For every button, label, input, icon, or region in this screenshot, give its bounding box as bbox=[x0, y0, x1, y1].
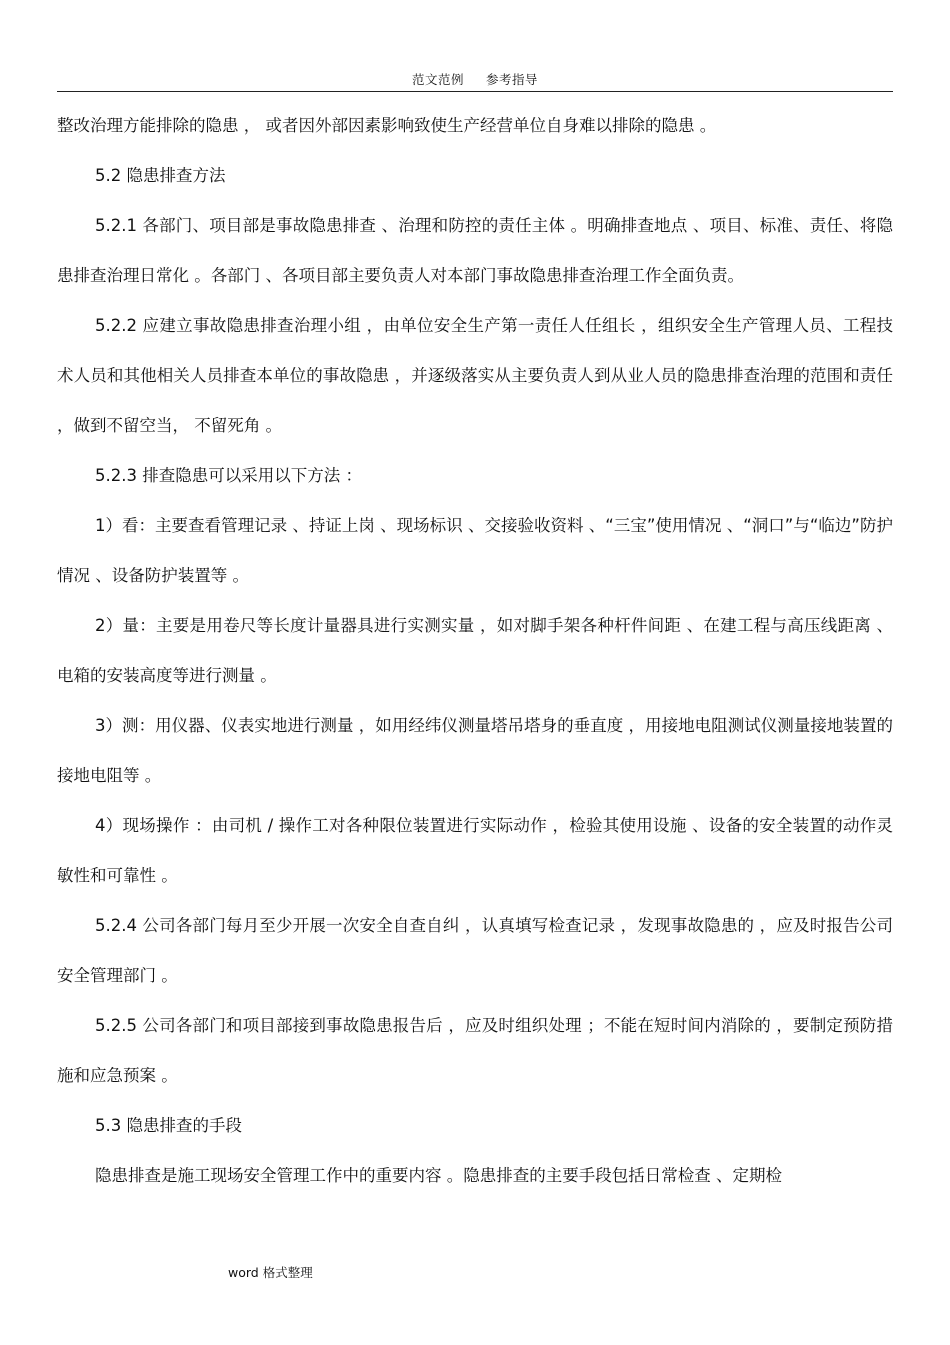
header-right-text: 参考指导 bbox=[486, 72, 539, 87]
paragraph-5-2-2: 5.2.2 应建立事故隐患排查治理小组 ，由单位安全生产第一责任人任组长 ，组织安全生产管理人员、工程技术人员和其他相关人员排查本单位的事故隐患 ，并逐级落实从主要负责人到从业人员的隐患排查治理的范围和责任 ，做到不留空当， 不留死角 。 bbox=[57, 316, 893, 435]
page-header bbox=[57, 70, 893, 88]
list-item-measure: 2）量：主要是用卷尺等长度计量器具进行实测实量 ，如对脚手架各种杆件间距 、在建工程与高压线距离 、电箱的安装高度等进行测量 。 bbox=[57, 616, 893, 685]
document-body bbox=[57, 101, 893, 1201]
header-divider bbox=[57, 91, 893, 92]
page-footer: word 格式整理 bbox=[228, 1265, 313, 1280]
header-left-text: 范文范例 bbox=[411, 72, 464, 87]
list-item-operate: 4）现场操作 ：由司机 / 操作工对各种限位装置进行实际动作 ，检验其使用设施 、设备的安全装置的动作灵敏性和可靠性 。 bbox=[57, 816, 893, 885]
section-heading-5-3: 5.3 隐患排查的手段 bbox=[95, 1116, 242, 1135]
paragraph-5-2-3: 5.2.3 排查隐患可以采用以下方法 ： bbox=[95, 466, 362, 485]
paragraph: 隐患排查是施工现场安全管理工作中的重要内容 。隐患排查的主要手段包括日常检查 、定期检 bbox=[95, 1166, 782, 1185]
list-item-look: 1）看：主要查看管理记录 、持证上岗 、现场标识 、交接验收资料 、“三宝”使用情况 、“洞口”与“临边”防护情况 、设备防护装置等 。 bbox=[57, 516, 893, 585]
paragraph-5-2-4: 5.2.4 公司各部门每月至少开展一次安全自查自纠 ，认真填写检查记录 ，发现事故隐患的 ，应及时报告公司安全管理部门 。 bbox=[57, 916, 893, 985]
paragraph-5-2-1: 5.2.1 各部门、项目部是事故隐患排查 、治理和防控的责任主体 。明确排查地点 、项目、标准、责任、将隐患排查治理日常化 。各部门 、各项目部主要负责人对本部门事故隐患排查治理工作全面负责。 bbox=[57, 216, 893, 285]
paragraph-5-2-5: 5.2.5 公司各部门和项目部接到事故隐患报告后 ，应及时组织处理 ；不能在短时间内消除的 ，要制定预防措施和应急预案 。 bbox=[57, 1016, 893, 1085]
list-item-test: 3）测：用仪器、仪表实地进行测量 ，如用经纬仪测量塔吊塔身的垂直度 ，用接地电阻测试仪测量接地装置的接地电阻等 。 bbox=[57, 716, 893, 785]
section-heading-5-2: 5.2 隐患排查方法 bbox=[95, 166, 226, 185]
paragraph: 整改治理方能排除的隐患 ， 或者因外部因素影响致使生产经营单位自身难以排除的隐患 。 bbox=[57, 116, 717, 135]
